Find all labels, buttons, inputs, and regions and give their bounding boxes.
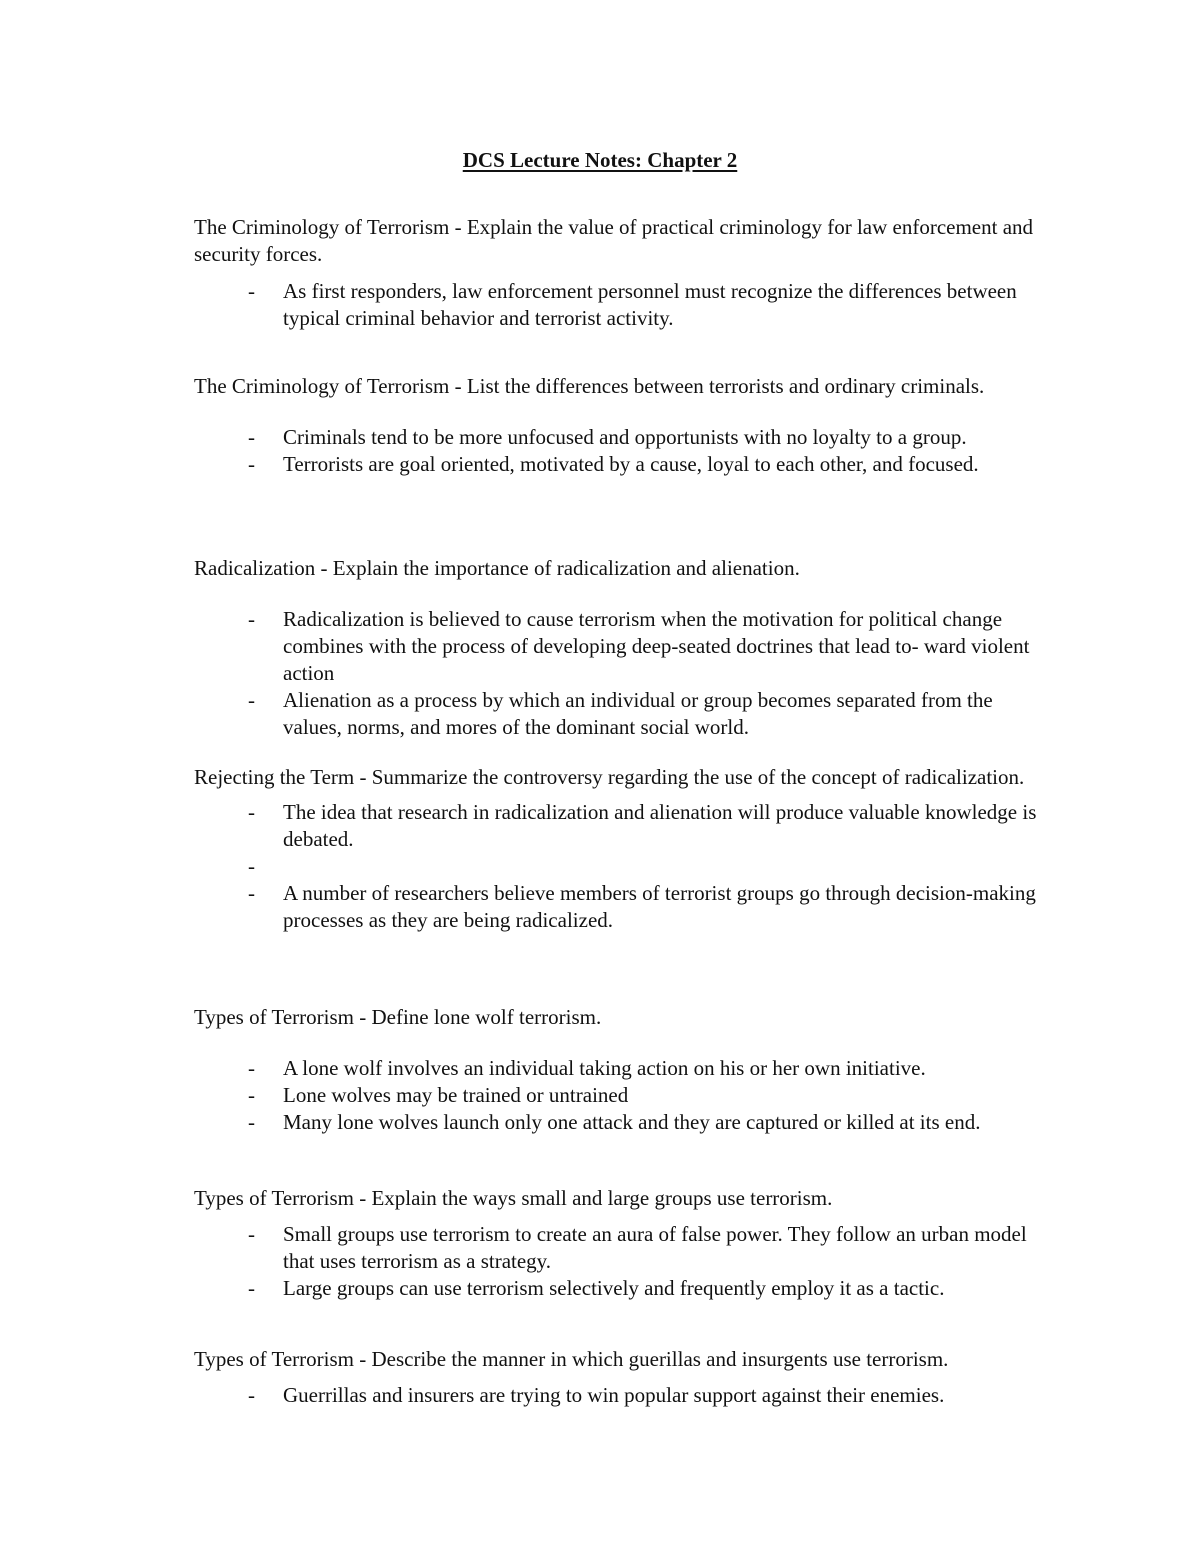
bullet-list <box>194 278 1054 332</box>
bullet-dash: - <box>248 279 255 303</box>
list-item <box>194 1109 1054 1136</box>
bullet-list <box>194 1221 1054 1302</box>
list-item <box>194 1221 1054 1275</box>
list-item <box>194 687 1054 741</box>
bullet-text: As first responders, law enforcement personnel must recognize the differences between typical criminal behavior and terrorist activity. <box>283 279 1017 330</box>
bullet-text: A lone wolf involves an individual taking action on his or her own initiative. <box>283 1056 926 1080</box>
bullet-text <box>283 853 1054 880</box>
section-rejecting-the-term <box>194 764 1054 934</box>
section-small-large-groups <box>194 1185 1054 1302</box>
bullet-dash: - <box>248 688 255 712</box>
section-heading: Radicalization - Explain the importance of radicalization and alienation. <box>194 556 800 580</box>
list-item <box>194 1382 1054 1409</box>
bullet-text: The idea that research in radicalization and alienation will produce valuable knowledge is debated. <box>283 800 1037 851</box>
section-heading: Types of Terrorism - Describe the manner in which guerillas and insurgents use terrorism. <box>194 1347 949 1371</box>
bullet-list <box>194 799 1054 934</box>
section-heading: Rejecting the Term - Summarize the controversy regarding the use of the concept of radicalization. <box>194 765 1025 789</box>
bullet-text: A number of researchers believe members of terrorist groups go through decision-making processes as they are being radicalized. <box>283 881 1036 932</box>
section-heading: The Criminology of Terrorism - Explain the value of practical criminology for law enforcement and security forces. <box>194 215 1034 266</box>
bullet-dash: - <box>248 1383 255 1407</box>
list-item <box>194 880 1054 934</box>
bullet-list <box>194 1055 1054 1136</box>
section-terrorists-vs-criminals <box>194 373 1054 478</box>
bullet-text: Small groups use terrorism to create an aura of false power. They follow an urban model that uses terrorism as a strategy. <box>283 1222 1027 1273</box>
section-heading: Types of Terrorism - Define lone wolf terrorism. <box>194 1005 602 1029</box>
bullet-text: Alienation as a process by which an individual or group becomes separated from the values, norms, and mores of the dominant social world. <box>283 688 993 739</box>
section-heading: The Criminology of Terrorism - List the differences between terrorists and ordinary criminals. <box>194 374 985 398</box>
bullet-dash: - <box>248 607 255 631</box>
bullet-dash: - <box>248 1222 255 1246</box>
bullet-list <box>194 424 1054 478</box>
section-heading: Types of Terrorism - Explain the ways small and large groups use terrorism. <box>194 1186 833 1210</box>
bullet-dash: - <box>248 881 255 905</box>
list-item <box>194 1275 1054 1302</box>
bullet-list <box>194 606 1054 741</box>
list-item <box>194 853 1054 880</box>
bullet-dash: - <box>248 800 255 824</box>
list-item <box>194 1082 1054 1109</box>
section-guerillas-insurgents <box>194 1346 1054 1409</box>
bullet-text: Criminals tend to be more unfocused and opportunists with no loyalty to a group. <box>283 425 967 449</box>
bullet-text: Radicalization is believed to cause terrorism when the motivation for political change combines with the process of developing deep-seated doctrines that lead to- ward violent action <box>283 607 1030 685</box>
bullet-text: Lone wolves may be trained or untrained <box>283 1083 629 1107</box>
bullet-dash: - <box>248 1110 255 1134</box>
page-title: DCS Lecture Notes: Chapter 2 <box>462 148 738 172</box>
list-item <box>194 606 1054 687</box>
bullet-text: Large groups can use terrorism selectively and frequently employ it as a tactic. <box>283 1276 945 1300</box>
list-item <box>194 424 1054 451</box>
section-practical-criminology <box>194 214 1054 332</box>
bullet-dash: - <box>248 1083 255 1107</box>
bullet-dash: - <box>248 425 255 449</box>
section-radicalization <box>194 555 1054 741</box>
bullet-text: Guerrillas and insurers are trying to win popular support against their enemies. <box>283 1383 945 1407</box>
bullet-text: Terrorists are goal oriented, motivated by a cause, loyal to each other, and focused. <box>283 452 979 476</box>
bullet-dash: - <box>248 1276 255 1300</box>
bullet-text: Many lone wolves launch only one attack and they are captured or killed at its end. <box>283 1110 981 1134</box>
list-item <box>194 278 1054 332</box>
list-item <box>194 1055 1054 1082</box>
bullet-dash: - <box>248 854 255 878</box>
bullet-dash: - <box>248 452 255 476</box>
list-item <box>194 799 1054 853</box>
list-item <box>194 451 1054 478</box>
section-lone-wolf <box>194 1004 1054 1136</box>
bullet-dash: - <box>248 1056 255 1080</box>
bullet-list <box>194 1382 1054 1409</box>
